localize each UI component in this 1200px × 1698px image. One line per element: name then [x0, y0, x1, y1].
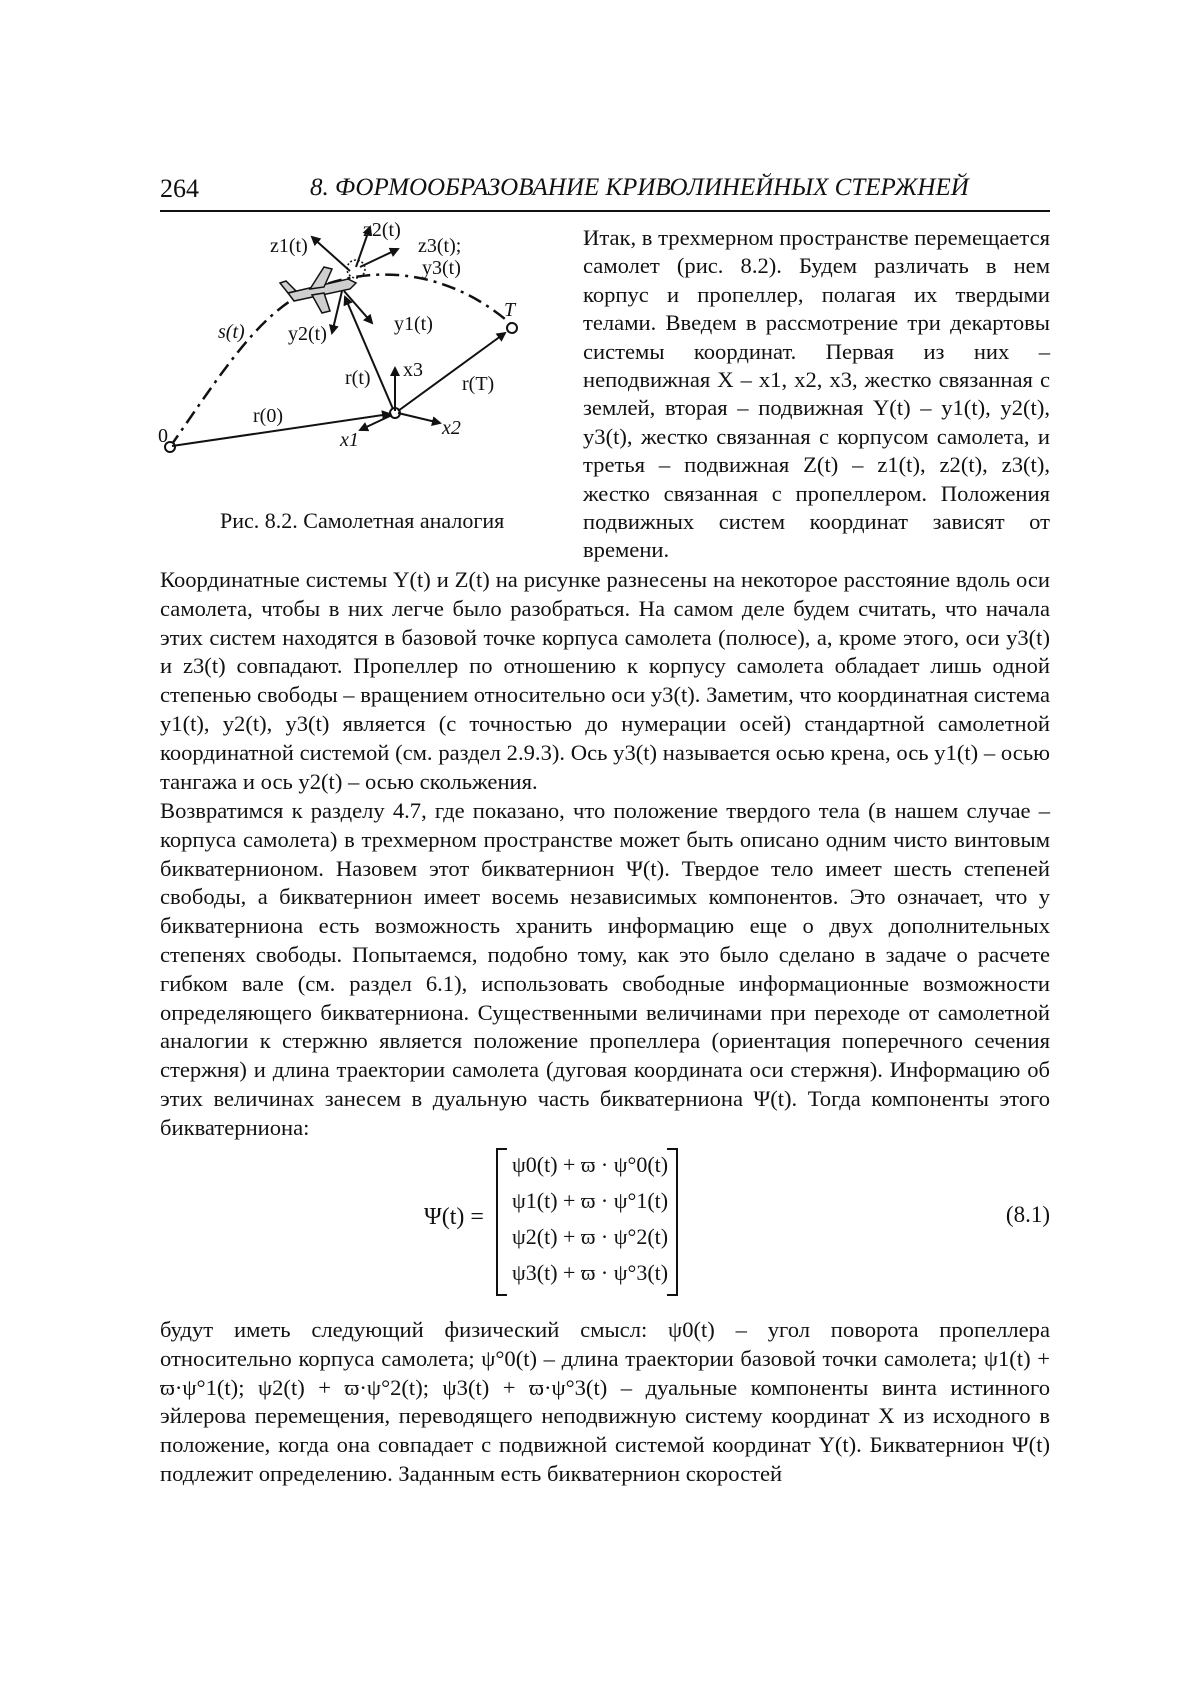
axis-x2 [398, 413, 440, 423]
label-y1: y1(t) [394, 313, 433, 335]
target-point [507, 323, 517, 333]
equation-lhs: Ψ(t) = [424, 1204, 484, 1230]
label-rt: r(t) [345, 367, 371, 389]
label-y3-line2: y3(t) [422, 257, 461, 279]
matrix-row: ψ0(t) + ϖ · ψ°0(t) [512, 1152, 669, 1177]
label-r0: r(0) [253, 405, 283, 427]
label-z2: z2(t) [363, 219, 401, 241]
axis-z3-y3 [360, 249, 398, 267]
label-s: s(t) [218, 321, 245, 343]
equation-matrix [496, 1148, 678, 1296]
paragraph-biquaternion: Возвратимся к разделу 4.7, где показано, что положение твердого тела (в нашем случае – корпуса самолета) в трехмерном пространстве может быть описано одним чисто винтовым бикватернионом. Назовем этот бикватернион Ψ(t). Твердое тело имеет шесть степеней свободы, а бикватернион имеет восемь независимых компонентов. Это означает, что у бикватерниона есть возможность хранить информацию еще о двух дополнительных степенях свободы. Попытаемся, подобно тому, как это было сделано в задаче о расчете гибком вале (см. раздел 6.1), использовать свободные информационные возможности определяющего бикватерниона. Существенными величинами при переходе от самолетной аналогии к стержню является положение пропеллера (ориентация поперечного сечения стержня) и длина траектории самолета (дуговая координата оси стержня). Информацию об этих величинах занесем в дуальную часть бикватерниона Ψ(t). Тогда компоненты этого бикватерниона: [160, 798, 1050, 1140]
paragraph-coordinate-systems: Координатные системы Y(t) и Z(t) на рисунке разнесены на некоторое расстояние вдоль оси самолета, чтобы в них легче было разобраться. На самом деле будем считать, что начала этих систем находятся в базовой точке корпуса самолета (полюсе), а, кроме этого, оси y3(t) и z3(t) совпадают. Пропеллер по отношению к корпусу самолета обладает лишь одной степенью свободы – вращением относительно оси y3(t). Заметим, что координатная система y1(t), y2(t), y3(t) является (с точностью до нумерации осей) стандартной самолетной координатной системой (см. раздел 2.9.3). Ось y3(t) называется осью крена, ось y1(t) – осью тангажа и ось y2(t) – осью скольжения. [160, 567, 1051, 794]
label-z3-line1: z3(t); [418, 235, 462, 257]
matrix-row: ψ3(t) + ϖ · ψ°3(t) [512, 1260, 669, 1285]
equation-8-1 [160, 1148, 1050, 1298]
label-y2: y2(t) [288, 323, 327, 345]
paragraph-physical-meaning: будут иметь следующий физический смысл: ψ0(t) – угол поворота пропеллера относительно корпуса самолета; ψ°0(t) – длина траектории базовой точки самолета; ψ1(t) + ϖ·ψ°1(t); ψ2(t) + ϖ·ψ°2(t); ψ3(t) + ϖ·ψ°3(t) – дуальные компоненты винта истинного эйлерова перемещения, переводящего неподвижную систему координат X из исходного в положение, когда она совпадает с подвижной системой координат Y(t). Бикватернион Ψ(t) подлежит определению. Заданным есть бикватернион скоростей [160, 1317, 1050, 1486]
running-title: 8. ФОРМООБРАЗОВАНИЕ КРИВОЛИНЕЙНЫХ СТЕРЖНЕЙ [310, 174, 969, 201]
page-header [160, 170, 1050, 212]
matrix-row: ψ1(t) + ϖ · ψ°1(t) [512, 1188, 669, 1213]
vector-rt [345, 297, 393, 409]
label-x2: x2 [442, 417, 461, 439]
airplane-icon [280, 267, 356, 313]
label-x3: x3 [403, 359, 423, 381]
label-zero: 0 [158, 425, 168, 447]
label-x1: x1 [340, 429, 359, 451]
axis-y2 [332, 291, 342, 333]
axis-z1 [312, 237, 350, 271]
label-z1: z1(t) [270, 235, 308, 257]
figure-airplane-analogy [158, 219, 580, 555]
figure-diagram [160, 225, 580, 500]
label-T: T [504, 299, 516, 321]
label-rT: r(T) [462, 373, 495, 395]
page-number: 264 [160, 174, 199, 203]
matrix-row: ψ2(t) + ϖ · ψ°2(t) [512, 1224, 669, 1249]
figure-caption: Рис. 8.2. Самолетная аналогия [220, 508, 505, 533]
side-paragraph: Итак, в трехмерном пространстве перемещается самолет (рис. 8.2). Будем различать в нем корпус и пропеллер, полагая их твердыми телами. Введем в рассмотрение три декартовы системы координат. Первая из них – неподвижная X – x1, x2, x3, жестко связанная с землей, вторая – подвижная Y(t) – y1(t), y2(t), y3(t), жестко связанная с корпусом самолета, и третья – подвижная Z(t) – z1(t), z2(t), z3(t), жестко связанная с пропеллером. Положения подвижных систем координат зависят от времени. [583, 225, 1050, 563]
equation-number: (8.1) [1005, 1202, 1050, 1227]
